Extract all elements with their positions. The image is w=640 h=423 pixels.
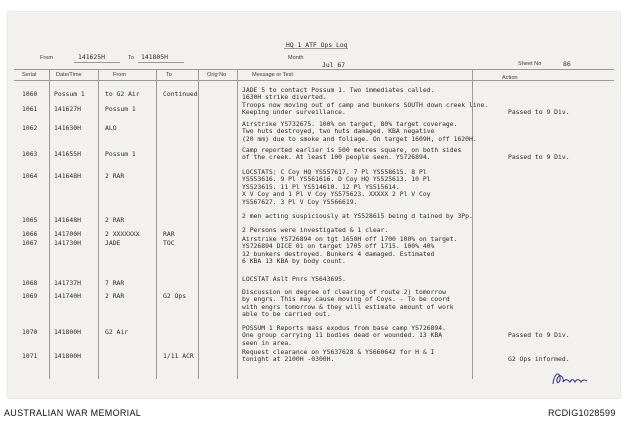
col-to: To — [166, 72, 172, 78]
from-label: From — [40, 55, 54, 61]
message-line: by engrs. This may cause moving of Coys. - To be coord — [242, 295, 450, 304]
serial-cell: 1068 — [22, 279, 38, 287]
month-label: Month — [288, 55, 304, 61]
message-line: 2 men acting suspiciously at YS528615 being d tained by 3Pp. — [242, 212, 473, 220]
from-cell: 2 RAR — [105, 292, 125, 300]
to-cell: G2 Ops — [163, 292, 187, 300]
footer-source: AUSTRALIAN WAR MEMORIAL — [4, 408, 142, 418]
message-line: Request clearance on YS637628 & YS660642 for H & I — [242, 348, 435, 356]
serial-cell: 1067 — [22, 239, 38, 247]
serial-cell: 1066 — [22, 230, 38, 238]
col-datetime: Date/Time — [56, 72, 82, 78]
message-line: YS553616. 9 Pl YS561616. D Coy HQ YS525613. 10 Pl — [242, 175, 431, 184]
col-action: Action — [502, 75, 518, 81]
datetime-cell: 141800H — [54, 352, 81, 360]
month-value: Jul 67 — [322, 61, 346, 69]
datetime-cell: 141730H — [54, 239, 81, 247]
serial-cell: 1071 — [22, 352, 38, 360]
from-cell: Possum 1 — [105, 150, 136, 158]
message-line: Camp reported earlier is 500 metres square, on both sides — [242, 146, 462, 154]
datetime-cell: 141627H — [54, 105, 81, 113]
from-cell: 2 XXXXXXX — [105, 230, 140, 238]
serial-cell: 1065 — [22, 216, 38, 224]
to-cell: TOC — [163, 239, 175, 247]
col-serial: Serial — [22, 72, 37, 78]
serial-cell: 1061 — [22, 105, 38, 113]
serial-cell: 1064 — [22, 172, 38, 180]
message-line: LOCSTAT Aslt Pnrs YS643695. — [242, 275, 346, 283]
serial-cell: 1069 — [22, 292, 38, 300]
to-cell: RAR — [163, 230, 175, 238]
message-line: YS567627. 3 Pl V Coy YS566619. — [242, 197, 358, 206]
message-line: YS523615. 11 Pl YS514610. 12 Pl YS515614. — [242, 182, 400, 191]
message-line: 1630H strike diverted. — [242, 93, 327, 102]
action-line: G2 Ops informed. — [508, 355, 570, 364]
message-line: X V Coy and 1 Pl V Coy YS575623. XXXXX 2 Pl V Coy — [242, 190, 431, 199]
message-line: of the creek. At least 100 people seen. YS726894. — [242, 153, 431, 162]
col-from: From — [113, 72, 127, 78]
message-line: Airstrike YS732675. 100% on target, 80% target coverage. — [242, 120, 458, 128]
log-sheet — [8, 12, 620, 398]
action-line: Passed to 9 Div. — [508, 108, 570, 117]
message-line: tonight at 2100H -0300H. — [242, 355, 335, 364]
serial-cell: 1060 — [22, 90, 38, 98]
datetime-cell: 141740H — [54, 292, 81, 300]
message-line: POSSUM 1 Reports mass exodus from base camp YS726894. — [242, 324, 446, 332]
message-line: YS726894 DICE 01 on target 1705 off 1715. 100% 40% — [242, 242, 435, 251]
message-line: Two huts destroyed, two huts damaged. KBA negative — [242, 127, 435, 136]
col-message: Message or Text — [252, 72, 293, 78]
to-cell: Continued — [163, 90, 198, 98]
message-line: able to be carried out. — [242, 310, 331, 319]
message-line: Keeping under surveillance. — [242, 108, 346, 117]
message-line: Troops now moving out of camp and bunkers SOUTH down creek line. — [242, 100, 489, 109]
datetime-cell: 141655H — [54, 150, 81, 158]
from-cell: 2 RAR — [105, 172, 125, 180]
message-line: One group carrying 11 bodies dead or wounded. 13 KBA — [242, 331, 443, 340]
datetime-cell: 141648H — [54, 216, 81, 224]
message-line: Airstrike YS726894 on tgt 1650H off 1700 100% on target. — [242, 235, 458, 243]
from-cell: to G2 Air — [105, 90, 140, 98]
action-line: Passed to 9 Div. — [508, 331, 570, 340]
from-value: 141625H — [78, 53, 105, 61]
serial-cell: 1063 — [22, 150, 38, 158]
datetime-cell: 141630H — [54, 124, 81, 132]
datetime-cell: Possum 1 — [54, 90, 85, 98]
action-line: Passed to 9 Div. — [508, 153, 570, 162]
serial-cell: 1070 — [22, 328, 38, 336]
signature-graphic — [550, 368, 590, 390]
col-orig: Orig No — [207, 72, 227, 78]
to-value: 141805H — [141, 53, 168, 61]
from-cell: JADE — [105, 239, 121, 247]
from-cell: 7 RAR — [105, 279, 125, 287]
message-line: 2 Persons were investigated & 1 clear. — [242, 226, 389, 234]
message-line: seen in area. — [242, 338, 293, 347]
datetime-cell: 141800H — [54, 328, 81, 336]
datetime-cell: 141648H — [54, 172, 81, 180]
serial-cell: 1062 — [22, 124, 38, 132]
footer-id: RCDIG1028599 — [548, 408, 616, 418]
from-cell: ALO — [105, 124, 117, 132]
to-label: To — [128, 55, 134, 61]
log-title: HQ 1 ATF Ops Log — [286, 41, 348, 49]
message-line: (20 mm) due to smoke and foliage. On target 1609H, off 1620H. — [242, 134, 477, 143]
sheet-label: Sheet No — [518, 61, 542, 67]
datetime-cell: 141700H — [54, 230, 81, 238]
message-line: LOCSTATS: C Coy HQ YS557617. 7 Pl YS558615. 8 Pl — [242, 168, 427, 176]
message-line: 6 KBA 13 KBA by body count. — [242, 257, 346, 266]
message-line: 12 bunkers destroyed. Bunkers 4 damaged. Estimated — [242, 249, 435, 258]
datetime-cell: 141737H — [54, 279, 81, 287]
from-cell: Possum 1 — [105, 105, 136, 113]
to-cell: 1/11 ACR — [163, 352, 194, 360]
from-cell: 2 RAR — [105, 216, 125, 224]
message-line: Discussion on degree of clearing of route 2) tomorrow — [242, 288, 446, 296]
message-line: with engrs tomorrow & they will estimate amount of work — [242, 302, 454, 311]
message-line: JADE 5 to contact Possum 1. Two immediates called. — [242, 86, 435, 94]
sheet-value: 86 — [563, 60, 571, 68]
from-cell: G2 Air — [105, 328, 129, 336]
